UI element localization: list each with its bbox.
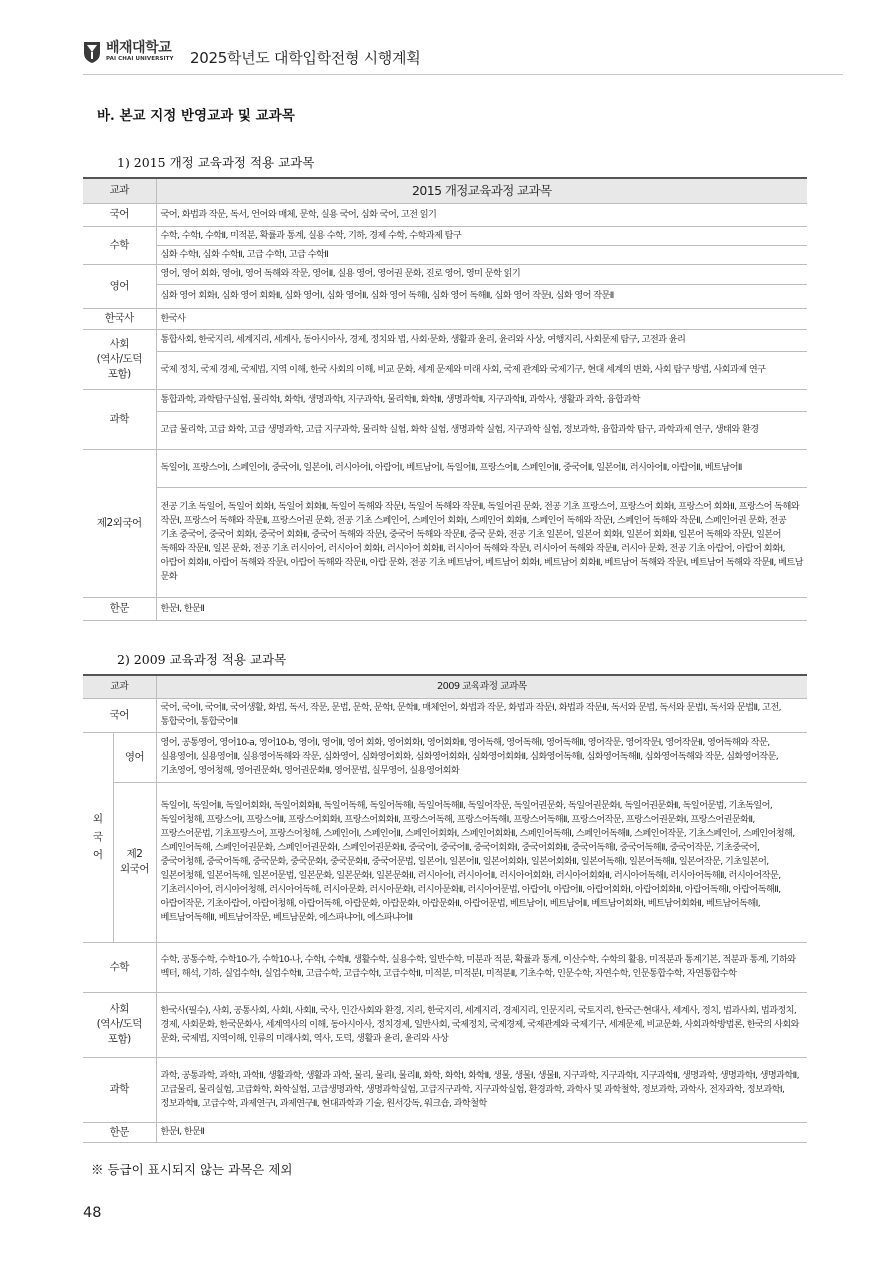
table-row [83, 245, 807, 264]
subject-math: 수학 [83, 942, 156, 992]
document-title: 2025학년도 대학입학전형 시행계획 [190, 49, 421, 67]
university-logo [83, 40, 174, 64]
courses-foreign-general: 독일어Ⅰ, 프랑스어Ⅰ, 스페인어Ⅰ, 중국어Ⅰ, 일본어Ⅰ, 러시아어Ⅰ, 아랍어Ⅰ, 베트남어Ⅰ, 독일어Ⅱ, 프랑스어Ⅱ, 스페인어Ⅱ, 중국어Ⅱ, 일본어Ⅱ, 러시아어Ⅱ, 아랍어Ⅱ, 베트남어Ⅱ [156, 449, 807, 487]
table-row [83, 487, 807, 597]
courses-english: 영어, 공통영어, 영어10-a, 영어10-b, 영어Ⅰ, 영어Ⅱ, 영어 회화, 영어회화Ⅰ, 영어회화Ⅱ, 영어독해, 영어독해Ⅰ, 영어독해Ⅱ, 영어작문, 영어작문Ⅰ, 영어작문Ⅱ, 영어독해와 작문, 실용영어Ⅰ, 실용영어Ⅱ, 실용영어독해와 작문, 심화영어, 심화영어회화, 심화영어회화Ⅰ, 심화영어회화Ⅱ, 심화영어독해Ⅰ, 심화영어독해Ⅱ, 심화영어독해와 작문, 심화영어작문, 기초영어, 영어청해, 영어권문화Ⅰ, 영어권문화Ⅱ, 영어문법, 실무영어, 실용영어회화 [156, 732, 807, 782]
subject-science: 과학 [83, 389, 156, 449]
table-row [83, 411, 807, 449]
courses-korean: 국어, 화법과 작문, 독서, 언어와 매체, 문학, 실용 국어, 심화 국어, 고전 읽기 [156, 203, 807, 226]
table-row [83, 389, 807, 411]
table-2009-curriculum [83, 674, 807, 1143]
courses-social-advanced: 국제 정치, 국제 경제, 국제법, 지역 이해, 한국 사회의 이해, 비교 문화, 세계 문제와 미래 사회, 국제 관계와 국제기구, 현대 세계의 변화, 사회 탐구 방법, 사회과제 연구 [156, 351, 807, 389]
table-2015-title: 1) 2015 개정 교육과정 적용 교과목 [117, 155, 315, 170]
courses-second-foreign-language: 독일어Ⅰ, 독일어Ⅱ, 독일어회화Ⅰ, 독일어회화Ⅱ, 독일어독해, 독일어독해Ⅰ, 독일어독해Ⅱ, 독일어작문, 독일어권문화, 독일어권문화Ⅰ, 독일어권문화Ⅱ, 독일어문법, 기초독일어, 독일어청해, 프랑스어Ⅰ, 프랑스어Ⅱ, 프랑스어회화Ⅰ, 프랑스어회화Ⅱ, 프랑스어독해, 프랑스어독해Ⅰ, 프랑스어독해Ⅱ, 프랑스어작문, 프랑스어권문화Ⅰ, 프랑스어권문화Ⅱ, 프랑스어문법, 기초프랑스어, 프랑스어청해, 스페인어Ⅰ, 스페인어Ⅱ, 스페인어회화Ⅰ, 스페인어회화Ⅱ, 스페인어독해Ⅰ, 스페인어독해Ⅱ, 스페인어작문, 기초스페인어, 스페인어청해, 스페인어독해, 스페인어권문화, 스페인어권문화Ⅰ, 스페인어권문화Ⅱ, 중국어Ⅰ, 중국어Ⅱ, 중국어회화Ⅰ, 중국어회화Ⅱ, 중국어독해Ⅰ, 중국어독해Ⅱ, 중국어작문, 기초중국어, 중국어청해, 중국어독해, 중국문화, 중국문화Ⅰ, 중국문화Ⅱ, 중국어문법, 일본어Ⅰ, 일본어Ⅱ, 일본어회화Ⅰ, 일본어회화Ⅱ, 일본어독해Ⅰ, 일본어독해Ⅱ, 일본어작문, 기초일본어, 일본어청해, 일본어독해, 일본어문법, 일본문화, 일본문화Ⅰ, 일본문화Ⅱ, 러시아어Ⅰ, 러시아어Ⅱ, 러시아어회화Ⅰ, 러시아어회화Ⅱ, 러시아어독해Ⅰ, 러시아어독해Ⅱ, 러시아어작문, 기초러시아어, 러시아어청해, 러시아어독해, 러시아문화, 러시아문화Ⅰ, 러시아문화Ⅱ, 러시아어문법, 아랍어Ⅰ, 아랍어Ⅱ, 아랍어회화Ⅰ, 아랍어회화Ⅱ, 아랍어독해Ⅰ, 아랍어독해Ⅱ, 아랍어작문, 기초아랍어, 아랍어청해, 아랍어독해, 아랍문화, 아랍문화Ⅰ, 아랍문화Ⅱ, 아랍어문법, 베트남어Ⅰ, 베트남어Ⅱ, 베트남어회화Ⅰ, 베트남어회화Ⅱ, 베트남어독해Ⅰ, 베트남어독해Ⅱ, 베트남어작문, 베트남문화, 에스파냐어Ⅰ, 에스파냐어Ⅱ [156, 782, 807, 942]
courses-science: 과학, 공통과학, 과학Ⅰ, 과학Ⅱ, 생활과학, 생활과 과학, 물리, 물리Ⅰ, 물리Ⅱ, 화학, 화학Ⅰ, 화학Ⅱ, 생물, 생물Ⅰ, 생물Ⅱ, 지구과학, 지구과학Ⅰ, 지구과학Ⅱ, 생명과학, 생명과학Ⅰ, 생명과학Ⅱ, 고급물리, 물리실험, 고급화학, 화학실험, 고급생명과학, 생명과학실험, 고급지구과학, 지구과학실험, 환경과학, 과학사 및 과학철학, 정보과학, 과학사, 전자과학, 정보과학Ⅰ, 정보과학Ⅱ, 고급수학, 과제연구Ⅰ, 과제연구Ⅱ, 현대과학과 기술, 원서강독, 워크숍, 과학철학 [156, 1057, 807, 1122]
courses-math-advanced: 심화 수학Ⅰ, 심화 수학Ⅱ, 고급 수학Ⅰ, 고급 수학Ⅱ [156, 245, 807, 264]
courses-hanmun: 한문Ⅰ, 한문Ⅱ [156, 597, 807, 620]
courses-social-general: 통합사회, 한국지리, 세계지리, 세계사, 동아시아사, 경제, 정치와 법, 사회·문화, 생활과 윤리, 윤리와 사상, 여행지리, 사회문제 탐구, 고전과 윤리 [156, 329, 807, 351]
courses-science-general: 통합과학, 과학탐구실험, 물리학Ⅰ, 화학Ⅰ, 생명과학Ⅰ, 지구과학Ⅰ, 물리학Ⅱ, 화학Ⅱ, 생명과학Ⅱ, 지구과학Ⅱ, 과학사, 생활과 과학, 융합과학 [156, 389, 807, 411]
table-header-row [83, 675, 807, 698]
table-row [83, 203, 807, 226]
courses-korean-history: 한국사 [156, 308, 807, 329]
page-number: 48 [83, 1205, 102, 1221]
subject-science: 과학 [83, 1057, 156, 1122]
section-title: 바. 본교 지정 반영교과 및 교과목 [97, 108, 295, 124]
table-header-row [83, 178, 807, 203]
column-header-courses: 2009 교육과정 교과목 [156, 675, 807, 698]
courses-english-general: 영어, 영어 회화, 영어Ⅰ, 영어 독해와 작문, 영어Ⅱ, 실용 영어, 영어권 문화, 진로 영어, 영미 문학 읽기 [156, 264, 807, 284]
subject-second-foreign-language: 제2외국어 [83, 449, 156, 597]
column-header-subject: 교과 [83, 675, 156, 698]
subject-second-foreign-language: 제2 외국어 [113, 782, 156, 942]
page-header [83, 40, 843, 76]
subject-korean: 국어 [83, 203, 156, 226]
table-row [83, 284, 807, 308]
courses-science-advanced: 고급 물리학, 고급 화학, 고급 생명과학, 고급 지구과학, 물리학 실험, 화학 실험, 생명과학 실험, 지구과학 실험, 정보과학, 융합과학 탐구, 과학과제 연구, 생태와 환경 [156, 411, 807, 449]
table-row [83, 329, 807, 351]
subject-english: 영어 [113, 732, 156, 782]
courses-math-general: 수학, 수학Ⅰ, 수학Ⅱ, 미적분, 확률과 통계, 실용 수학, 기하, 경제 수학, 수학과제 탐구 [156, 226, 807, 245]
courses-math: 수학, 공통수학, 수학10-가, 수학10-나, 수학Ⅰ, 수학Ⅱ, 생활수학, 실용수학, 일반수학, 미분과 적분, 확률과 통계, 이산수학, 수학의 활용, 미적분과 통계기본, 적분과 통계, 기하와 벡터, 해석, 기하, 실업수학Ⅰ, 실업수학Ⅱ, 고급수학, 고급수학Ⅰ, 고급수학Ⅱ, 미적분, 미적분Ⅰ, 미적분Ⅱ, 기초수학, 인문수학, 자연수학, 인문통합수학, 자연통합수학 [156, 942, 807, 992]
subject-english: 영어 [83, 264, 156, 308]
courses-foreign-advanced: 전공 기초 독일어, 독일어 회화Ⅰ, 독일어 회화Ⅱ, 독일어 독해와 작문Ⅰ, 독일어 독해와 작문Ⅱ, 독일어권 문화, 전공 기초 프랑스어, 프랑스어 회화Ⅰ, 프랑스어 회화Ⅱ, 프랑스어 독해와 작문Ⅰ, 프랑스어 독해와 작문Ⅱ, 프랑스어권 문화, 전공 기초 스페인어, 스페인어 회화Ⅰ, 스페인어 회화Ⅱ, 스페인어 독해와 작문Ⅰ, 스페인어 독해와 작문Ⅱ, 스페인어권 문화, 전공 기초 중국어, 중국어 회화Ⅰ, 중국어 회화Ⅱ, 중국어 독해와 작문Ⅰ, 중국어 독해와 작문Ⅱ, 중국 문화, 전공 기초 일본어, 일본어 회화Ⅰ, 일본어 회화Ⅱ, 일본어 독해와 작문Ⅰ, 일본어 독해와 작문Ⅱ, 일본 문화, 전공 기초 러시아어, 러시아어 회화Ⅰ, 러시아어 회화Ⅱ, 러시아어 독해와 작문Ⅰ, 러시아어 독해와 작문Ⅱ, 러시아 문화, 전공 기초 아랍어, 아랍어 회화Ⅰ, 아랍어 회화Ⅱ, 아랍어 독해와 작문Ⅰ, 아랍어 독해와 작문Ⅱ, 아랍 문화, 전공 기초 베트남어, 베트남어 회화Ⅰ, 베트남어 회화Ⅱ, 베트남어 독해와 작문Ⅰ, 베트남어 독해와 작문Ⅱ, 베트남 문화 [156, 487, 807, 597]
crest-icon [83, 40, 101, 64]
column-header-courses: 2015 개정교육과정 교과목 [156, 178, 807, 203]
subject-korean: 국어 [83, 698, 156, 732]
subject-hanmun: 한문 [83, 1122, 156, 1142]
table-row [83, 449, 807, 487]
table-row [83, 597, 807, 620]
table-row [83, 732, 807, 782]
subject-foreign-language-group: 외 국 어 [83, 732, 113, 942]
table-row [83, 264, 807, 284]
table-row [83, 226, 807, 245]
table-row [83, 782, 807, 942]
table-row [83, 698, 807, 732]
table-row [83, 308, 807, 329]
header-divider [83, 74, 843, 75]
subject-social: 사회 (역사/도덕 포함) [83, 329, 156, 389]
courses-social: 한국사(필수), 사회, 공통사회, 사회Ⅰ, 사회Ⅱ, 국사, 인간사회와 환경, 지리, 한국지리, 세계지리, 경제지리, 인문지리, 국토지리, 한국근·현대사, 세계사, 정치, 법과사회, 법과정치, 경제, 사회문화, 한국문화사, 세계역사의 이해, 동아시아사, 정치경제, 일반사회, 국제정치, 국제경제, 국제관계와 국제기구, 세계문제, 비교문화, 사회과학방법론, 한국의 사회와 문화, 국제법, 지역이해, 인류의 미래사회, 역사, 도덕, 생활과 윤리, 윤리와 사상 [156, 992, 807, 1057]
subject-korean-history: 한국사 [83, 308, 156, 329]
table-row [83, 1122, 807, 1142]
logo-korean-text: 배재대학교 [106, 40, 172, 57]
column-header-subject: 교과 [83, 178, 156, 203]
table-row [83, 351, 807, 389]
table-2009-title: 2) 2009 교육과정 적용 교과목 [117, 652, 287, 667]
logo-english-text: PAI CHAI UNIVERSITY [106, 56, 174, 63]
table-row [83, 942, 807, 992]
courses-english-advanced: 심화 영어 회화Ⅰ, 심화 영어 회화Ⅱ, 심화 영어Ⅰ, 심화 영어Ⅱ, 심화 영어 독해Ⅰ, 심화 영어 독해Ⅱ, 심화 영어 작문Ⅰ, 심화 영어 작문Ⅱ [156, 284, 807, 308]
footnote: ※ 등급이 표시되지 않는 과목은 제외 [91, 1162, 293, 1177]
courses-hanmun: 한문Ⅰ, 한문Ⅱ [156, 1122, 807, 1142]
subject-math: 수학 [83, 226, 156, 264]
subject-social: 사회 (역사/도덕 포함) [83, 992, 156, 1057]
table-row [83, 1057, 807, 1122]
subject-hanmun: 한문 [83, 597, 156, 620]
table-row [83, 992, 807, 1057]
table-2015-curriculum [83, 177, 807, 621]
courses-korean: 국어, 국어Ⅰ, 국어Ⅱ, 국어생활, 화법, 독서, 작문, 문법, 문학, 문학Ⅰ, 문학Ⅱ, 매체언어, 화법과 작문, 화법과 작문Ⅰ, 화법과 작문Ⅱ, 독서와 문법, 독서와 문법Ⅰ, 독서와 문법Ⅱ, 고전, 통합국어Ⅰ, 통합국어Ⅱ [156, 698, 807, 732]
